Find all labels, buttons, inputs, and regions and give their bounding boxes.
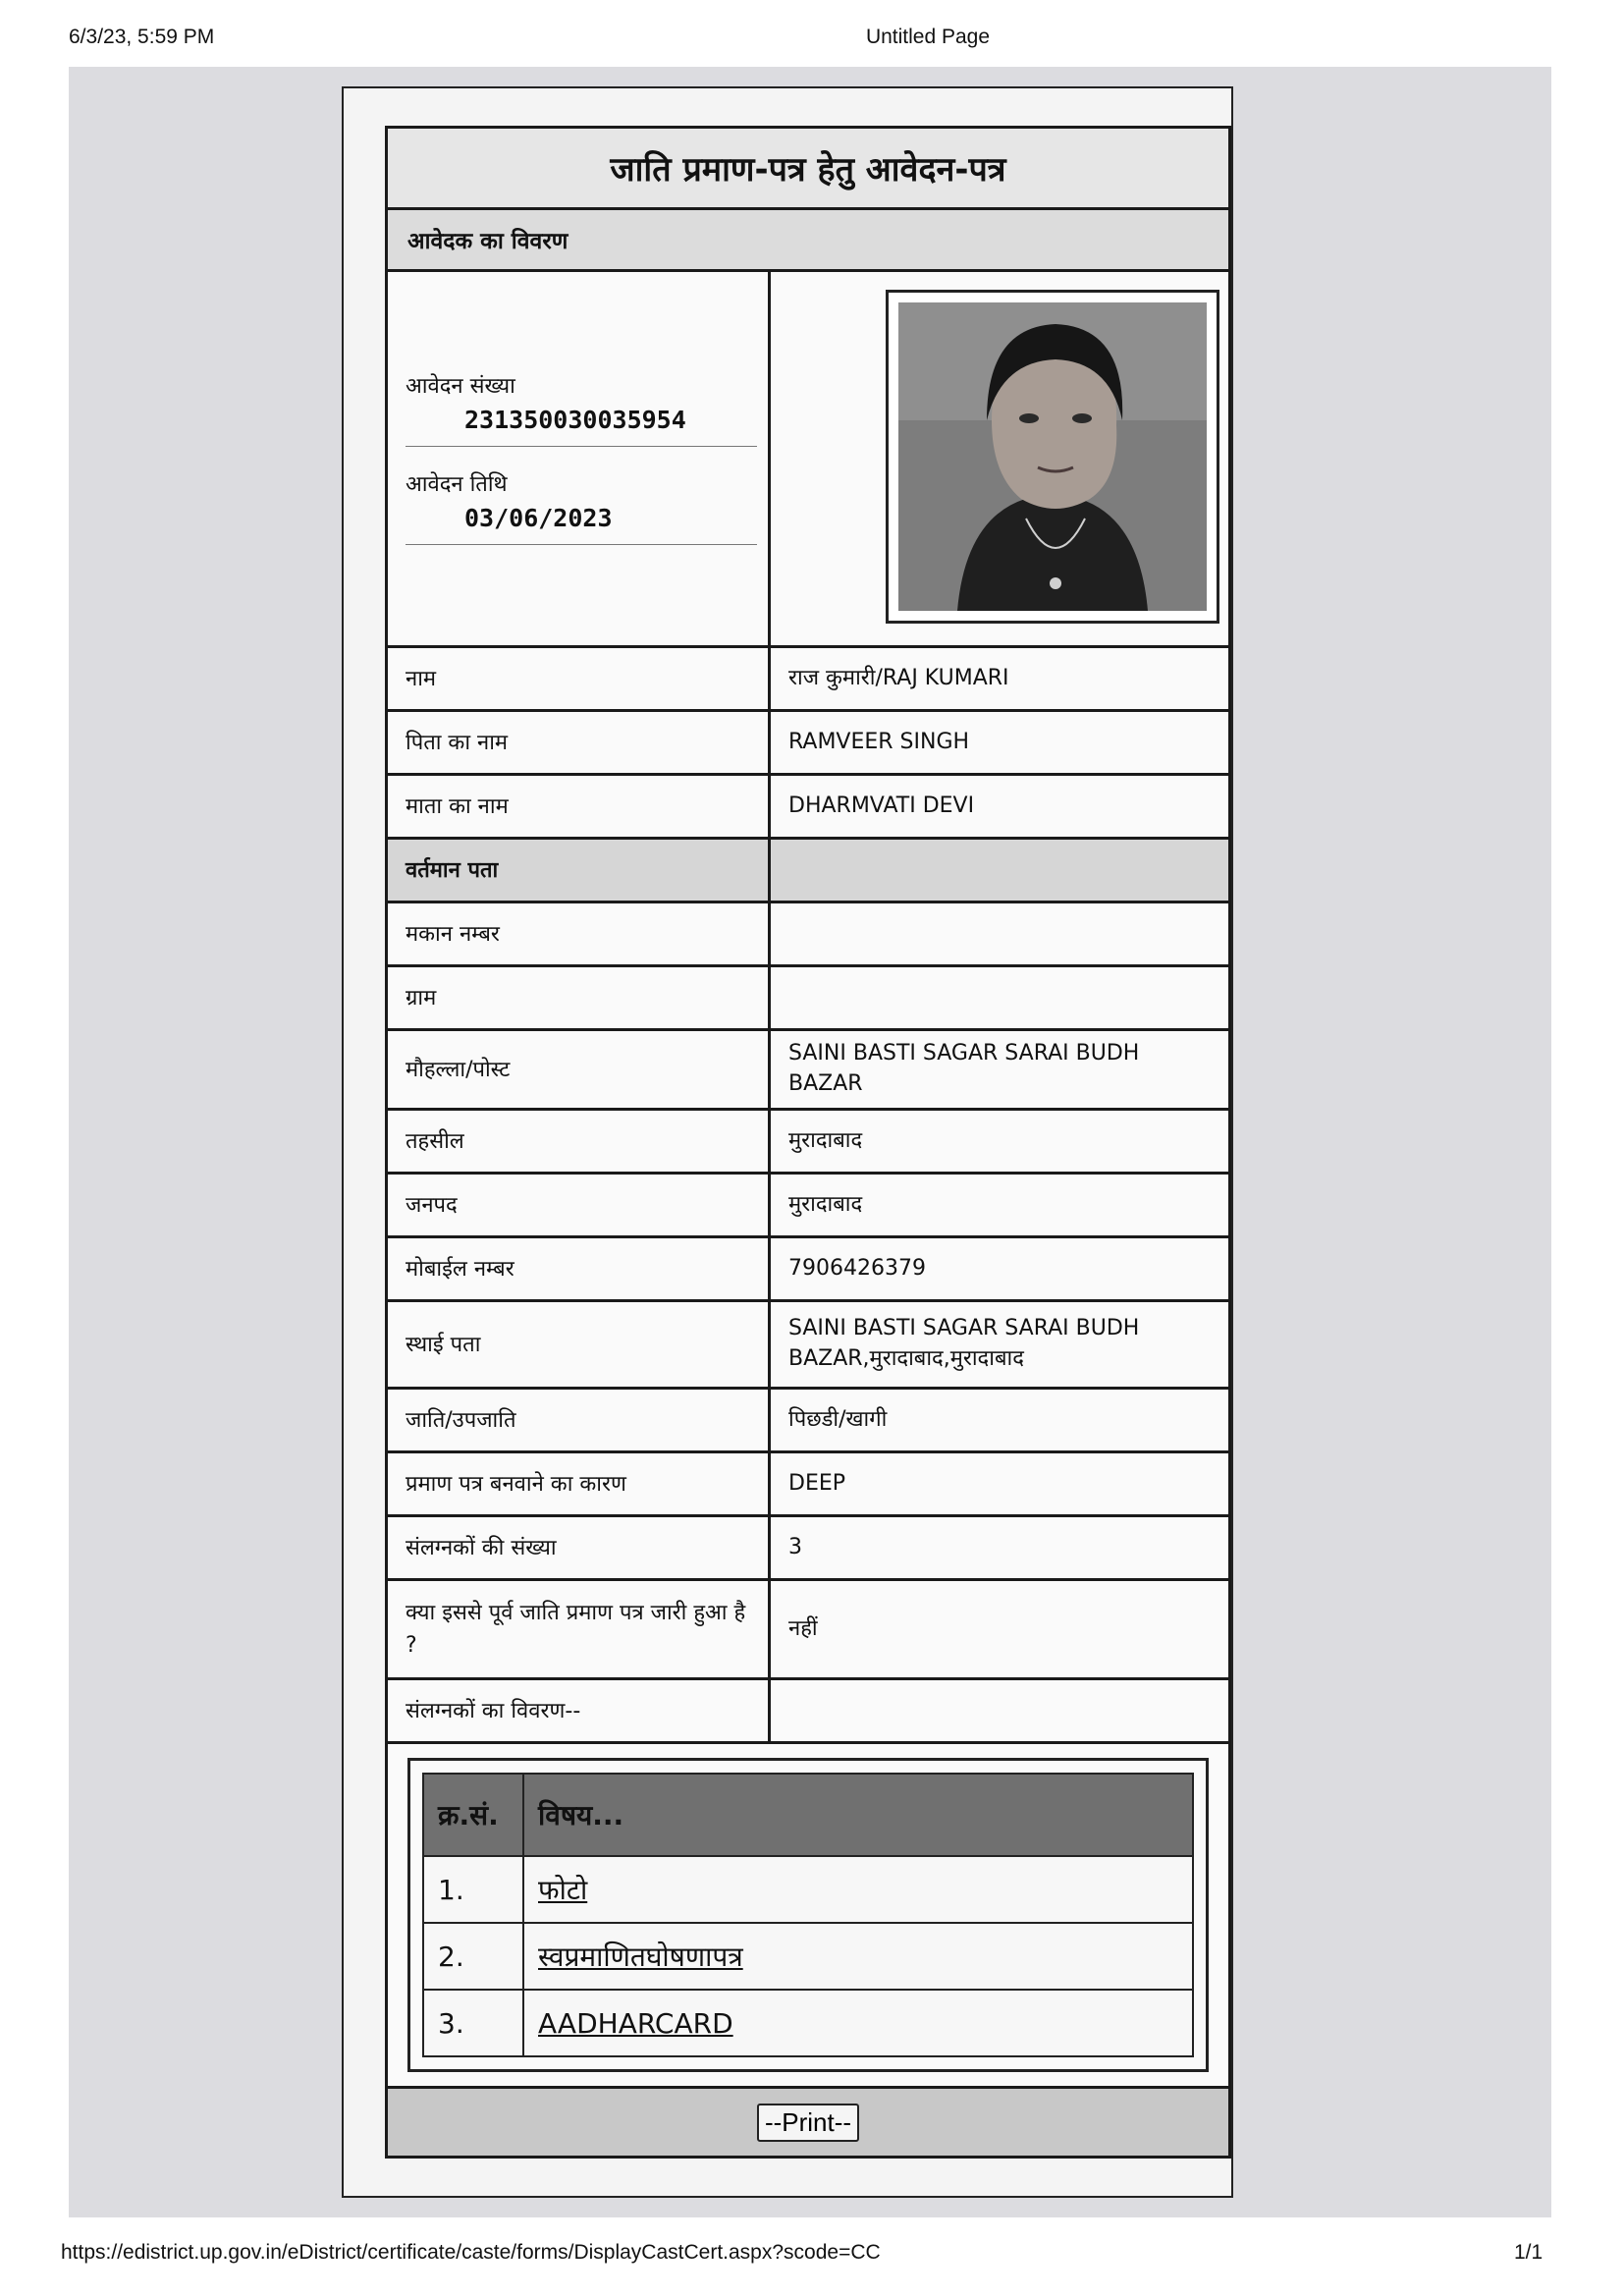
row-label: वर्तमान पता	[388, 840, 771, 901]
row-label: स्थाई पता	[388, 1302, 771, 1387]
row-label: तहसील	[388, 1111, 771, 1172]
row-current-address-heading	[388, 840, 1228, 903]
attachment-link-self-declaration[interactable]: स्वप्रमाणितघोषणापत्र	[538, 1941, 743, 1973]
table-row	[423, 1856, 1193, 1923]
row-value: SAINI BASTI SAGAR SARAI BUDH BAZAR,मुरादाबाद,मुरादाबाद	[788, 1316, 1140, 1371]
caste-certificate-form	[385, 126, 1231, 2159]
section-title: आवेदक का विवरण	[388, 210, 1228, 272]
applicant-photo	[898, 302, 1207, 611]
row-permanent-address	[388, 1302, 1228, 1390]
row-label: ग्राम	[388, 967, 771, 1028]
row-label: क्या इससे पूर्व जाति प्रमाण पत्र जारी हुआ है ?	[388, 1581, 771, 1677]
row-value: SAINI BASTI SAGAR SARAI BUDH BAZAR	[788, 1041, 1140, 1096]
row-name	[388, 648, 1228, 712]
table-header-row	[423, 1774, 1193, 1856]
row-village	[388, 967, 1228, 1031]
print-row	[388, 2089, 1228, 2156]
form-title: जाति प्रमाण-पत्र हेतु आवेदन-पत्र	[388, 129, 1228, 210]
row-tehsil	[388, 1111, 1228, 1175]
row-value: पिछडी/खागी	[788, 1406, 888, 1432]
row-value: मुरादाबाद	[788, 1127, 863, 1153]
row-certificate-reason	[388, 1453, 1228, 1517]
application-date-label: आवेदन तिथि	[406, 472, 508, 497]
row-label: मौहल्ला/पोस्ट	[388, 1031, 771, 1108]
print-url: https://edistrict.up.gov.in/eDistrict/certificate/caste/forms/DisplayCastCert.aspx?scode=CC	[61, 2241, 881, 2264]
application-number-label: आवेदन संख्या	[406, 374, 515, 399]
print-page-title: Untitled Page	[865, 26, 991, 48]
attachment-cell	[523, 1990, 1193, 2056]
row-attachment-count	[388, 1517, 1228, 1581]
row-label: जनपद	[388, 1175, 771, 1235]
table-row	[423, 1923, 1193, 1990]
attachments-table	[422, 1773, 1194, 2057]
row-value: मुरादाबाद	[788, 1191, 863, 1217]
row-label: जाति/उपजाति	[388, 1390, 771, 1450]
row-label: नाम	[388, 648, 771, 709]
application-number: 231350030035954	[464, 406, 686, 434]
attachment-sno: 3.	[423, 1990, 523, 2056]
row-label: संलग्नकों का विवरण--	[388, 1680, 771, 1741]
row-value: राज कुमारी/RAJ KUMARI	[788, 665, 1009, 690]
attachments-table-frame	[407, 1758, 1209, 2072]
divider	[406, 544, 757, 545]
divider	[406, 446, 757, 447]
print-button[interactable]: --Print--	[757, 2104, 859, 2142]
photo-cell	[771, 272, 1228, 645]
print-page-count: 1/1	[1514, 2241, 1543, 2264]
row-value: 3	[788, 1534, 802, 1559]
row-value: 7906426379	[788, 1255, 926, 1281]
row-value: नहीं	[788, 1615, 818, 1641]
row-label: माता का नाम	[388, 776, 771, 837]
row-label: मोबाईल नम्बर	[388, 1238, 771, 1299]
application-details	[388, 272, 771, 645]
row-label: पिता का नाम	[388, 712, 771, 773]
row-mother-name	[388, 776, 1228, 840]
application-date: 03/06/2023	[464, 504, 613, 532]
attachments-section	[388, 1744, 1228, 2089]
row-value	[771, 840, 1228, 901]
row-father-name	[388, 712, 1228, 776]
row-locality-post	[388, 1031, 1228, 1111]
row-value: DEEP	[788, 1470, 846, 1496]
applicant-photo-frame	[886, 290, 1219, 624]
attachment-link-aadhar[interactable]: AADHARCARD	[538, 2006, 733, 2040]
row-mobile-number	[388, 1238, 1228, 1302]
row-district	[388, 1175, 1228, 1238]
row-value	[771, 1680, 1228, 1741]
applicant-photo-image	[898, 302, 1207, 611]
column-header-subject: विषय...	[523, 1774, 1193, 1856]
row-previous-certificate	[388, 1581, 1228, 1680]
attachment-cell	[523, 1856, 1193, 1923]
application-info-block	[388, 272, 1228, 648]
row-label: संलग्नकों की संख्या	[388, 1517, 771, 1578]
attachment-link-photo[interactable]: फोटो	[538, 1874, 588, 1906]
table-row	[423, 1990, 1193, 2056]
row-attachment-details	[388, 1680, 1228, 1744]
row-value: RAMVEER SINGH	[788, 729, 970, 754]
column-header-sno: क्र.सं.	[423, 1774, 523, 1856]
row-label: मकान नम्बर	[388, 903, 771, 964]
attachment-sno: 2.	[423, 1923, 523, 1990]
row-label: प्रमाण पत्र बनवाने का कारण	[388, 1453, 771, 1514]
row-value: DHARMVATI DEVI	[788, 793, 975, 818]
row-house-number	[388, 903, 1228, 967]
print-datetime: 6/3/23, 5:59 PM	[69, 26, 215, 48]
attachment-sno: 1.	[423, 1856, 523, 1923]
row-caste	[388, 1390, 1228, 1453]
attachment-cell	[523, 1923, 1193, 1990]
row-value	[771, 903, 1228, 964]
row-value	[771, 967, 1228, 1028]
